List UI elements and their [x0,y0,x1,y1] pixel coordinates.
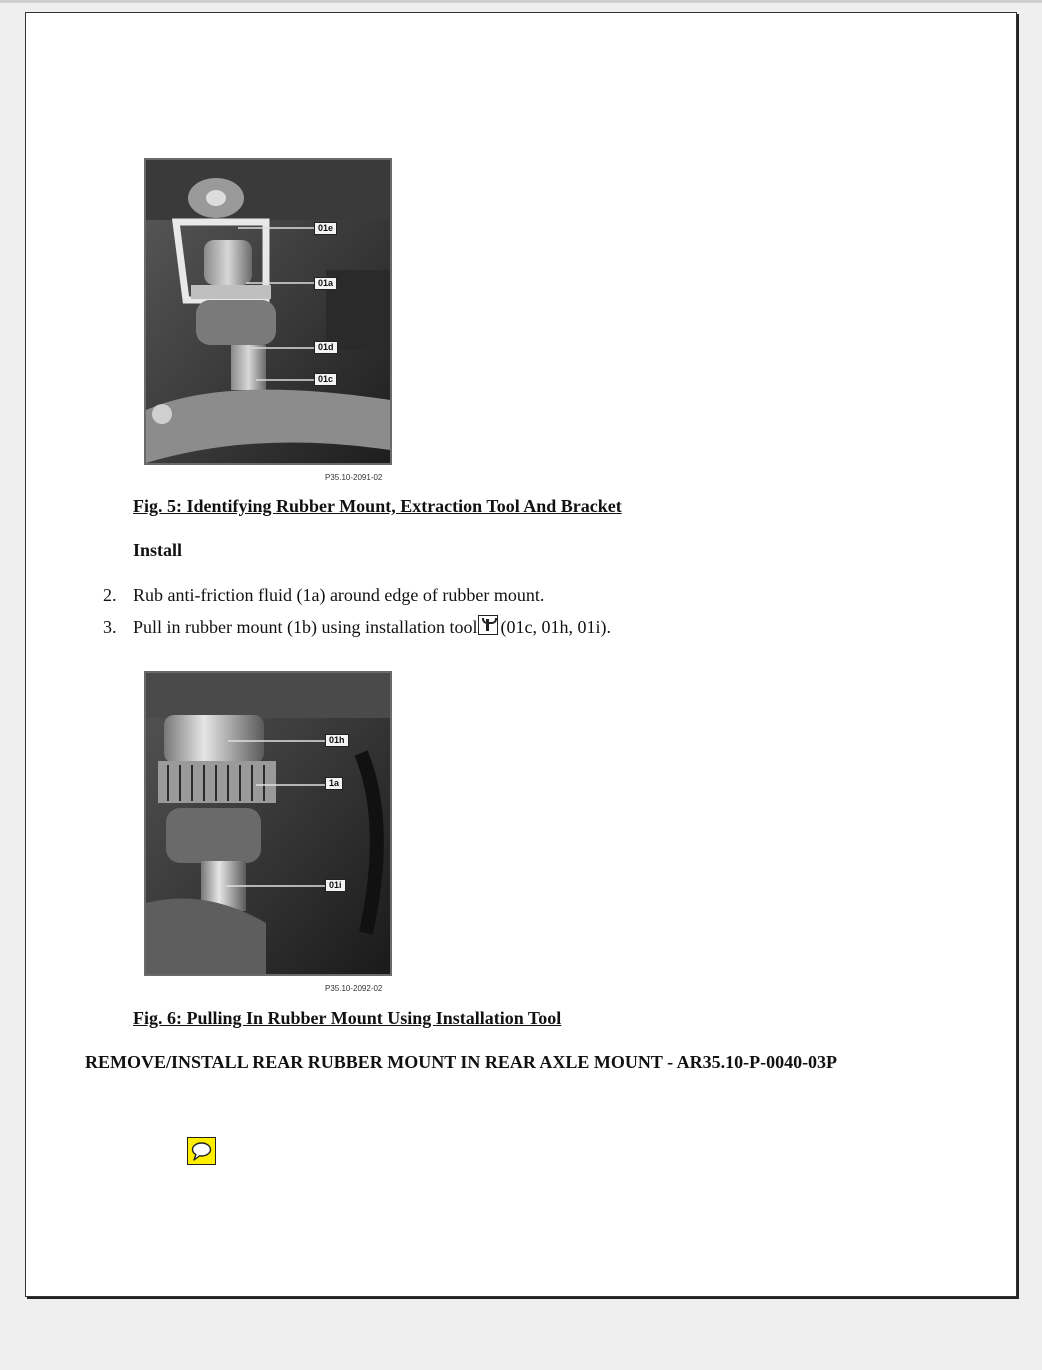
figure-6-id: P35.10-2092-02 [325,984,383,993]
figure-5-illustration [146,160,390,463]
section-title: REMOVE/INSTALL REAR RUBBER MOUNT IN REAR AXLE MOUNT - AR35.10-P-0040-03P [85,1052,838,1072]
comment-bubble-icon [188,1138,215,1164]
step-2-number: 2. [103,585,117,605]
step-3 [103,615,611,638]
step-3-text: Pull in rubber mount (1b) using installation tool [133,617,478,637]
step-2-text: Rub anti-friction fluid (1a) around edge of rubber mount. [133,585,545,605]
install-heading: Install [133,540,183,560]
figure-6-photo [144,671,392,976]
callout-01a: 01a [314,277,337,290]
callout-01e: 01e [314,222,337,235]
figure-6-illustration [146,673,390,974]
callout-01d: 01d [314,341,338,354]
step-3-tool-list: (01c, 01h, 01i). [500,617,611,637]
figure-6-caption[interactable]: Fig. 6: Pulling In Rubber Mount Using Installation Tool [133,1008,562,1028]
wrench-tool-icon[interactable] [478,615,498,635]
callout-01h: 01h [325,734,349,747]
step-2 [103,585,544,606]
callout-1a: 1a [325,777,343,790]
comment-icon[interactable] [187,1137,216,1165]
figure-5-caption[interactable]: Fig. 5: Identifying Rubber Mount, Extraction Tool And Bracket [133,496,622,516]
step-3-number: 3. [103,617,117,637]
viewer-top-border [0,0,1042,3]
figure-5-photo [144,158,392,465]
callout-01i: 01i [325,879,346,892]
figure-5-id: P35.10-2091-02 [325,473,383,482]
callout-01c: 01c [314,373,337,386]
